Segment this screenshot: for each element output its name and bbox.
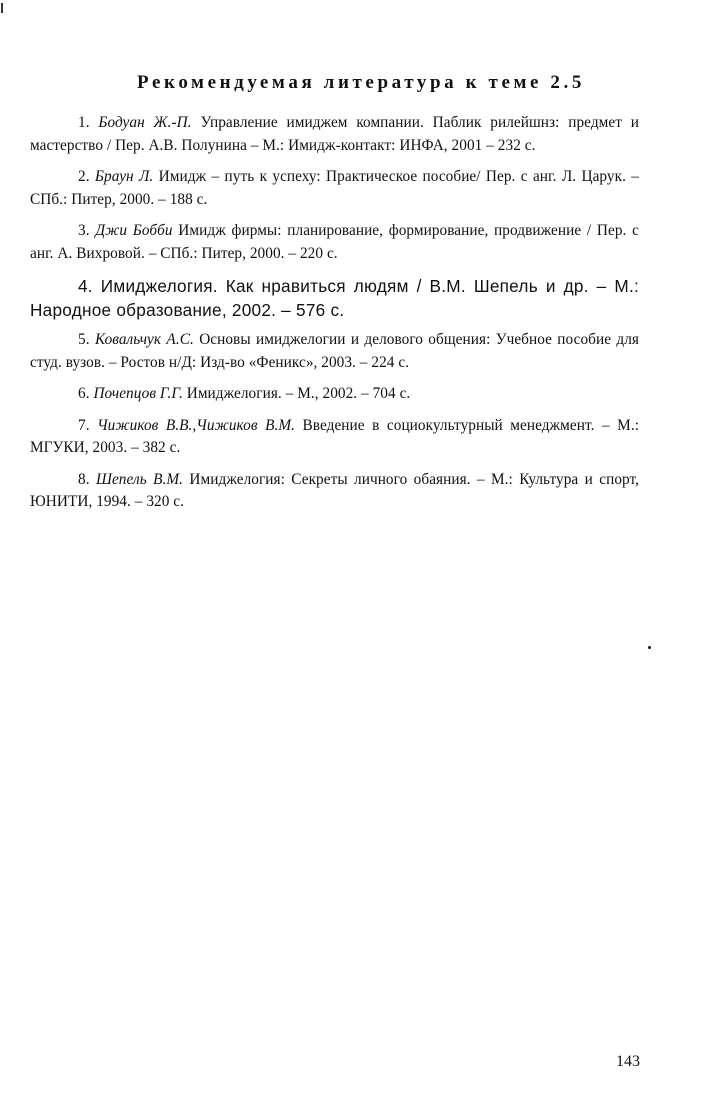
- reference-item: [30, 112, 639, 157]
- reference-list: [30, 112, 639, 523]
- section-heading: Рекомендуемая литература к теме 2.5: [137, 72, 585, 93]
- reference-text: Управление имиджем компании. Паблик рилейшнз: предмет и мастерство / Пер. А.В. Полунина – М.: Имидж-контакт: ИНФА, 2001 – 232 с.: [30, 114, 640, 154]
- reference-item: [30, 383, 639, 406]
- reference-author: Шепель В.М.: [95, 470, 184, 488]
- reference-number: 5.: [78, 331, 90, 348]
- reference-number: 1.: [78, 114, 90, 131]
- reference-item: [30, 415, 639, 460]
- reference-author: Бодуан Ж.-П.: [98, 114, 192, 131]
- reference-number: 7.: [78, 416, 90, 434]
- scan-mark: [1, 3, 3, 13]
- reference-item: [30, 166, 639, 211]
- reference-item: [30, 220, 639, 265]
- reference-number: 4.: [78, 276, 93, 296]
- reference-author: Браун Л.: [94, 168, 154, 185]
- reference-author: Почепцов Г.Г.: [93, 385, 183, 402]
- reference-text: Имидж фирмы: планирование, формирование, продвижение / Пер. с анг. А. Вихровой. – СПб.: Питер, 2000. – 220 с.: [30, 222, 639, 262]
- reference-text: Имидж – путь к успеху: Практическое пособие/ Пер. с анг. Л. Царук. – СПб.: Питер, 2000. – 188 с.: [30, 168, 639, 208]
- reference-text: Основы имиджелогии и делового общения: Учебное пособие для студ. вузов. – Ростов н/Д: Изд-во «Феникс», 2003. – 224 с.: [30, 331, 640, 371]
- reference-number: 8.: [78, 470, 90, 488]
- reference-item: [30, 274, 639, 322]
- reference-number: 3.: [78, 222, 90, 239]
- reference-text: Имиджелогия. – М., 2002. – 704 с.: [186, 385, 411, 402]
- page-number: 143: [616, 1053, 640, 1070]
- reference-item: [30, 469, 639, 514]
- reference-text: Имиджелогия. Как нравиться людям / В.М. Шепель и др. – М.: Народное образование, 2002. – 576 с.: [30, 276, 639, 320]
- reference-number: 2.: [78, 168, 90, 185]
- reference-author: Чижиков В.В.,Чижиков В.М.: [97, 416, 296, 434]
- reference-author: Джи Бобби: [95, 222, 173, 239]
- reference-text: Имиджелогия: Секреты личного обаяния. – М.: Культура и спорт, ЮНИТИ, 1994. – 320 с.: [30, 470, 640, 510]
- reference-number: 6.: [78, 385, 90, 402]
- reference-author: Ковальчук А.С.: [94, 331, 194, 348]
- reference-item: [30, 329, 639, 374]
- stray-dot: [648, 646, 651, 649]
- reference-text: Введение в социокультурный менеджмент. – М.: МГУКИ, 2003. – 382 с.: [30, 416, 639, 456]
